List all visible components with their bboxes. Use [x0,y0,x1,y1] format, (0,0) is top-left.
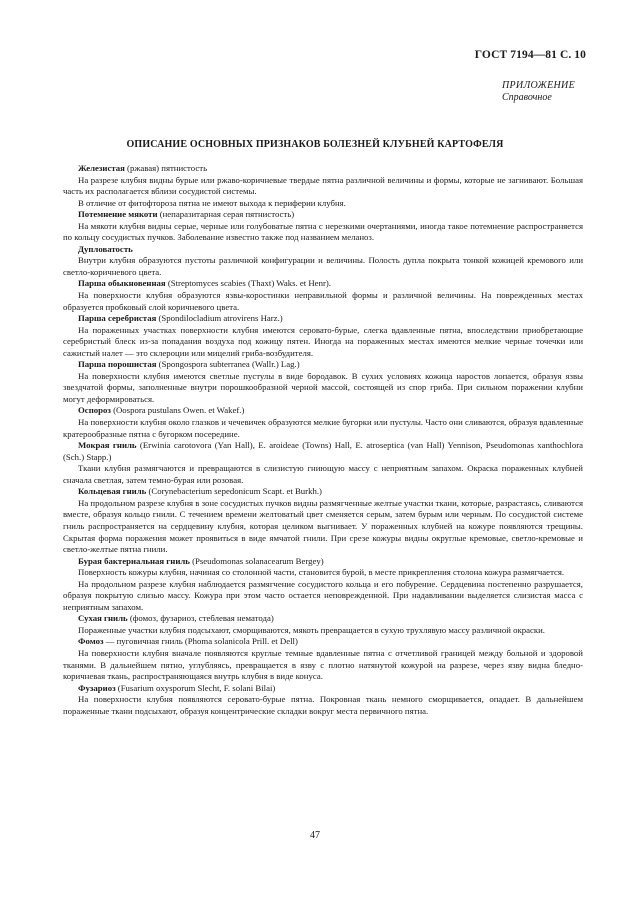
section-pathogen: — пуговичная гниль (Phoma solanicola Prill. et Dell) [103,636,298,647]
section-heading [63,313,583,325]
section-paragraph: На продольном разрезе клубня в зоне сосудистых пучков видны размягченные желтые участки ткани, которые, разрастаясь, сливаются вместе, образуя кольцо гнили. С течением времени желтоватый цвет сменяется серым, затем бурым или черным. По сосудистой системе гниль распространяется на сердцевину клубня, которая целиком выгнивает. У пораженных клубней на кожуре появляются трещины. Скрытая форма поражения может проявиться в виде ямчатой гнили. При срезе кожуры видны округлые кремовые, светло-кремовые и светло-желтые пятна гнили. [63,497,583,555]
appendix-label [502,80,586,104]
section-paragraph: На поверхности клубня имеются светлые пустулы в виде бородавок. В сухих условиях кожица наростов лопается, образуя язвы звездчатой формы, заполненные внутри порошкообразной черной массой, состоящей из спор гриба. При сильном поражении клубни могут деформироваться. [63,370,583,404]
section-pathogen: (ржавая) пятнистость [124,163,208,173]
section-paragraph: В отличие от фитофтороза пятна не имеют выхода к периферии клубня. [78,197,346,208]
section-paragraph: На поверхности клубня около глазков и чечевичек образуются мелкие бугорки или пустулы. Часто они сливаются, образуя вдавленные кратерообразные пятна с бугорком посередине. [63,417,583,439]
section-paragraph: На поверхности клубня вначале появляются круглые темные вдавленные пятна с отчетливой границей между больной и здоровой тканями. В дальнейшем пятно, углубляясь, превращается в язву с плотно натянутой кожурой на разрезе, через язву видна бледно-коричневая ткань, распространяющаяся внутрь клубня в виде конуса. [63,647,583,682]
section-name: Фузариоз [78,682,116,693]
section-name: Парша обыкновенная [78,278,166,289]
section-pathogen: (Streptomyces scabies (Thaxt) Waks. et Henr). [165,278,331,289]
section-pathogen: (непаразитарная серая пятнистость) [157,209,295,220]
section-heading [63,683,583,695]
section-paragraph: Пораженные участки клубня подсыхают, сморщиваются, мякоть превращается в сухую трухлявую массу различной окраски. [78,624,545,635]
section-heading [63,278,583,290]
section-heading [63,244,583,256]
section-heading [63,359,583,371]
section-name: Парша порошистая [78,359,157,370]
section-heading [63,405,583,417]
section-paragraph: На поверхности клубня образуются язвы-коростинки неправильной формы и различной величины. На поврежденных местах образуется пробковый слой коричневого цвета. [63,290,583,312]
section-heading [63,440,583,463]
section-pathogen: (Spondilocladium atrovirens Harz.) [156,313,283,324]
section-heading [63,486,583,498]
section-paragraph: На мякоти клубня видны серые, черные или голубоватые пятна с нерезкими очертаниями, иногда такое потемнение распространяется по кольцу сосудистых пучков. Заболевание известно также под названием меланоз. [63,220,583,243]
section-paragraph: На разрезе клубня видны бурые или ржаво-коричневые твердые пятна различной величины и формы, которые не загнивают. Большая часть их располагается вблизи сосудистой системы. [63,174,583,197]
section-pathogen: (Pseudomonas solanacearum Bergey) [189,555,324,566]
section-paragraph: На продольном разрезе клубня наблюдается размягчение сосудистого кольца и его побурение. Сердцевина постепенно разрушается, образуя покрытую слизью массу. Кожура при этом часто остается неповрежденной. При надавливании выделяется слизистая масса с неприятным запахом. [63,578,583,612]
section-name: Потемнение мякоти [78,209,158,220]
section-paragraph: На пораженных участках поверхности клубня имеются серовато-бурые, слегка вдавленные пятна, впоследствии приобретающие серебристый блеск из-за попадания воздуха под кожицу пятен. Иногда на пораженных местах имеются мелкие черные точечки или сажистый налет — это склероции или мицелий гриба-возбудителя. [63,324,583,358]
section-pathogen: (фомоз, фузариоз, стеблевая нематода) [127,613,274,624]
section-name: Дупловатость [78,243,133,254]
section-paragraph: Внутри клубня образуются пустоты различной конфигурации и величины. Полость дупла покрыта тонкой кожицей кремового или светло-коричневого цвета. [63,255,583,277]
page-title: ОПИСАНИЕ ОСНОВНЫХ ПРИЗНАКОВ БОЛЕЗНЕЙ КЛУБНЕЙ КАРТОФЕЛЯ [126,139,504,150]
section-heading [63,613,583,625]
section-pathogen: (Spongospora subterranea (Wallr.) Lag.) [156,359,300,370]
appendix-title: ПРИЛОЖЕНИЕ [502,80,575,91]
section-heading [63,636,583,648]
section-heading [63,556,583,568]
section-paragraph: На поверхности клубня появляются серовато-бурые пятна. Покровная ткань немного сморщивается, опадает. В дальнейшем пораженные ткани подсыхают, образуя концентрические складки вокруг места первичного пятна. [63,694,583,716]
section-name: Железистая [78,163,125,173]
document-body [63,163,583,717]
section-pathogen: (Oospora pustulans Owen. et Wakef.) [110,405,245,416]
section-name: Парша серебристая [78,313,157,324]
section-paragraph: Ткани клубня размягчаются и превращаются в слизистую гниющую массу с неприятным запахом. Окраска пораженных клубней сначала светлая, затем темно-бурая или розовая. [63,463,583,485]
section-paragraph: Поверхность кожуры клубня, начиная со столонной части, становится бурой, в месте прикрепления столона кожура размягчается. [78,567,565,578]
section-heading [63,163,583,175]
section-pathogen: (Fusarium oxysporum Slecht, F. solani Bilai) [115,682,276,693]
section-name: Бурая бактериальная гниль [78,555,190,566]
section-name: Мокрая гниль [78,440,137,451]
section-pathogen: (Corynebacterium sepedonicum Scapt. et Burkh.) [146,486,322,497]
section-name: Сухая гниль [78,613,128,624]
section-name: Фомоз [78,636,104,647]
section-name: Оспороз [78,405,111,416]
page-number: 47 [310,830,320,841]
standard-header: ГОСТ 7194—81 С. 10 [474,49,586,61]
section-heading [63,209,583,221]
section-name: Кольцевая гниль [78,486,147,497]
section-pathogen: (Erwinia carotovora (Yan Hall), E. aroideae (Towns) Hall, E. atroseptica (van Hall) Yennison, Pseudomonas xanthochlora (Sch.) Stapp.) [63,440,583,462]
appendix-type: Справочное [502,92,552,103]
